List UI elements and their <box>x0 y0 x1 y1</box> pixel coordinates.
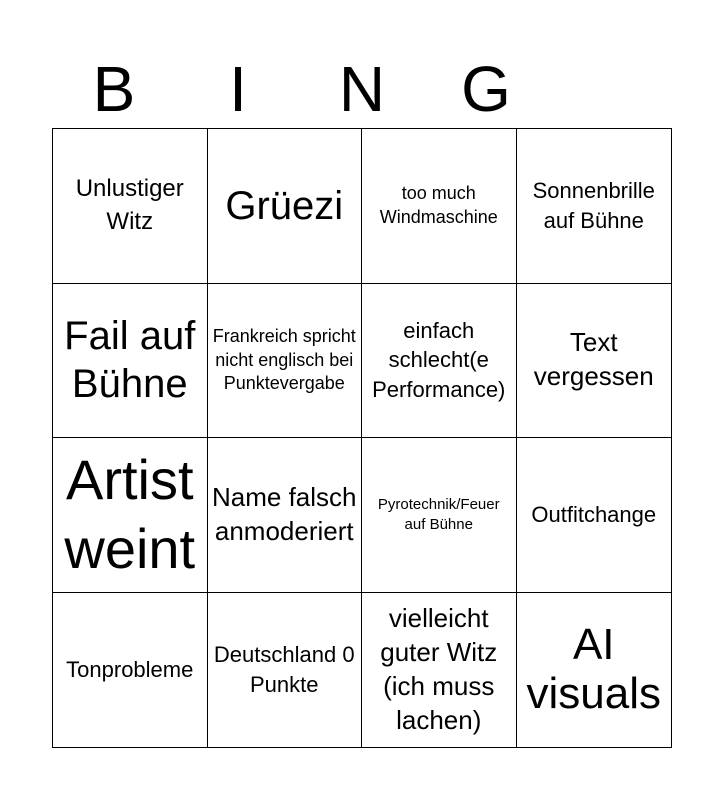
bingo-cell[interactable]: Unlustiger Witz <box>53 129 208 284</box>
bingo-cell[interactable]: Tonprobleme <box>53 593 208 748</box>
bingo-cell[interactable]: einfach schlecht(e Performance) <box>362 284 517 439</box>
bingo-cell[interactable]: Artist weint <box>53 438 208 593</box>
bingo-cell[interactable]: Deutschland 0 Punkte <box>208 593 363 748</box>
bingo-cell[interactable]: Name falsch anmoderiert <box>208 438 363 593</box>
header-letter-n: N <box>338 53 386 125</box>
bingo-header <box>52 50 672 128</box>
bingo-cell[interactable]: Grüezi <box>208 129 363 284</box>
header-letter-b: B <box>92 53 136 125</box>
bingo-cell[interactable]: Pyrotechnik/Feuer auf Bühne <box>362 438 517 593</box>
header-letter-i: I <box>229 53 247 125</box>
bingo-cell[interactable]: Outfitchange <box>517 438 672 593</box>
bingo-cell[interactable]: Frankreich spricht nicht englisch bei Punktevergabe <box>208 284 363 439</box>
bingo-cell[interactable]: Sonnenbrille auf Bühne <box>517 129 672 284</box>
bingo-cell[interactable]: too much Windmaschine <box>362 129 517 284</box>
bingo-board <box>52 128 672 748</box>
bingo-cell[interactable]: Fail auf Bühne <box>53 284 208 439</box>
bingo-cell[interactable]: vielleicht guter Witz (ich muss lachen) <box>362 593 517 748</box>
bingo-cell[interactable]: Text vergessen <box>517 284 672 439</box>
bingo-cell[interactable]: AI visuals <box>526 620 661 718</box>
header-letter-g: G <box>461 53 511 125</box>
